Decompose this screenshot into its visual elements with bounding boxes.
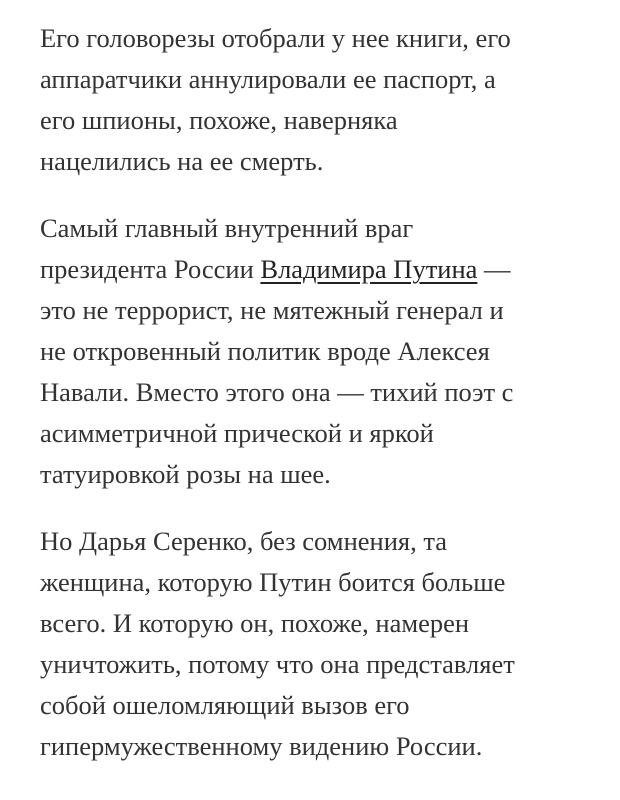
paragraph-line: гипермужественному видению России. <box>40 731 483 761</box>
paragraph-line: собой ошеломляющий вызов его <box>40 690 410 720</box>
article-body <box>40 18 588 793</box>
paragraph-line: это не террорист, не мятежный генерал и <box>40 295 504 325</box>
paragraph-line: аппаратчики аннулировали ее паспорт, а <box>40 64 496 94</box>
link-suffix-text: — <box>477 254 511 284</box>
paragraph-line: Навали. Вместо этого она — тихий поэт с <box>40 377 514 407</box>
paragraph-line: Его головорезы отобрали у нее книги, его <box>40 23 511 53</box>
paragraph-line: Но Дарья Серенко, без сомнения, та <box>40 526 447 556</box>
paragraph-1 <box>40 18 588 182</box>
link-prefix-text: президента России <box>40 254 261 284</box>
paragraph-line: его шпионы, похоже, наверняка <box>40 105 398 135</box>
paragraph-2 <box>40 208 588 495</box>
paragraph-line: татуировкой розы на шее. <box>40 459 331 489</box>
paragraph-line: Самый главный внутренний враг <box>40 213 414 243</box>
paragraph-3 <box>40 521 588 767</box>
paragraph-line: женщина, которую Путин боится больше <box>40 567 506 597</box>
paragraph-line: уничтожить, потому что она представляет <box>40 649 515 679</box>
paragraph-line-with-link <box>40 249 588 290</box>
paragraph-line: асимметричной прической и яркой <box>40 418 434 448</box>
paragraph-line: всего. И которую он, похоже, намерен <box>40 608 470 638</box>
paragraph-line: нацелились на ее смерть. <box>40 146 324 176</box>
putin-link[interactable]: Владимира Путина <box>260 254 478 284</box>
paragraph-line: не откровенный политик вроде Алексея <box>40 336 490 366</box>
